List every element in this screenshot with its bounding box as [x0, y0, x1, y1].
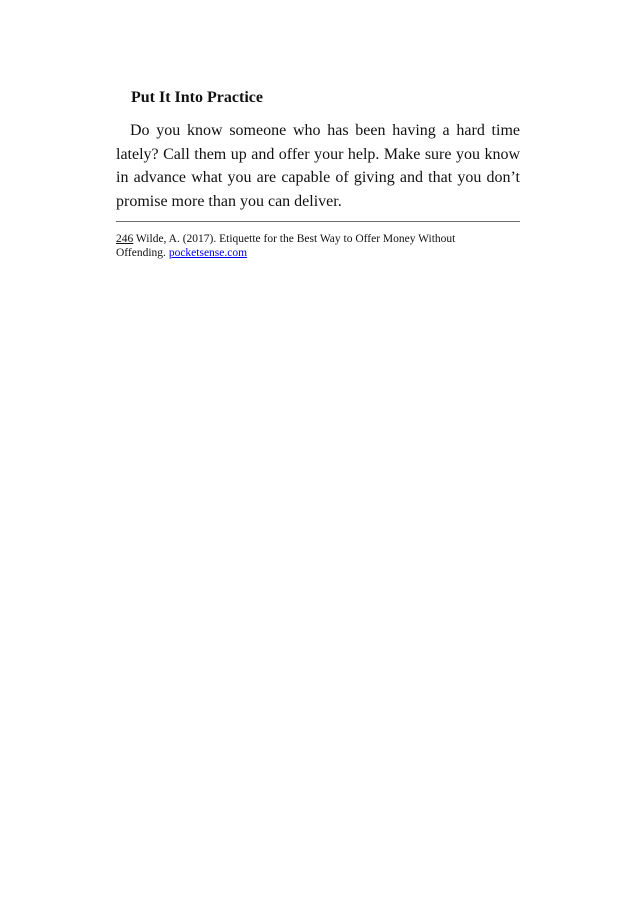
footnote [116, 232, 520, 260]
body-paragraph: Do you know someone who has been having a hard time lately? Call them up and offer your help. Make sure you know in advance what you are capable of giving and that you don’t promise more than you can deliver. [116, 122, 520, 210]
footnote-divider [116, 221, 520, 222]
section-heading: Put It Into Practice [131, 89, 263, 106]
footnote-number[interactable]: 246 [116, 233, 134, 245]
footnote-source-link[interactable]: pocketsense.com [168, 247, 248, 259]
footnote-citation: Wilde, A. (2017). Etiquette for the Best Way to Offer Money Without [133, 233, 456, 245]
footnote-citation-continued: Offending. [116, 247, 169, 259]
